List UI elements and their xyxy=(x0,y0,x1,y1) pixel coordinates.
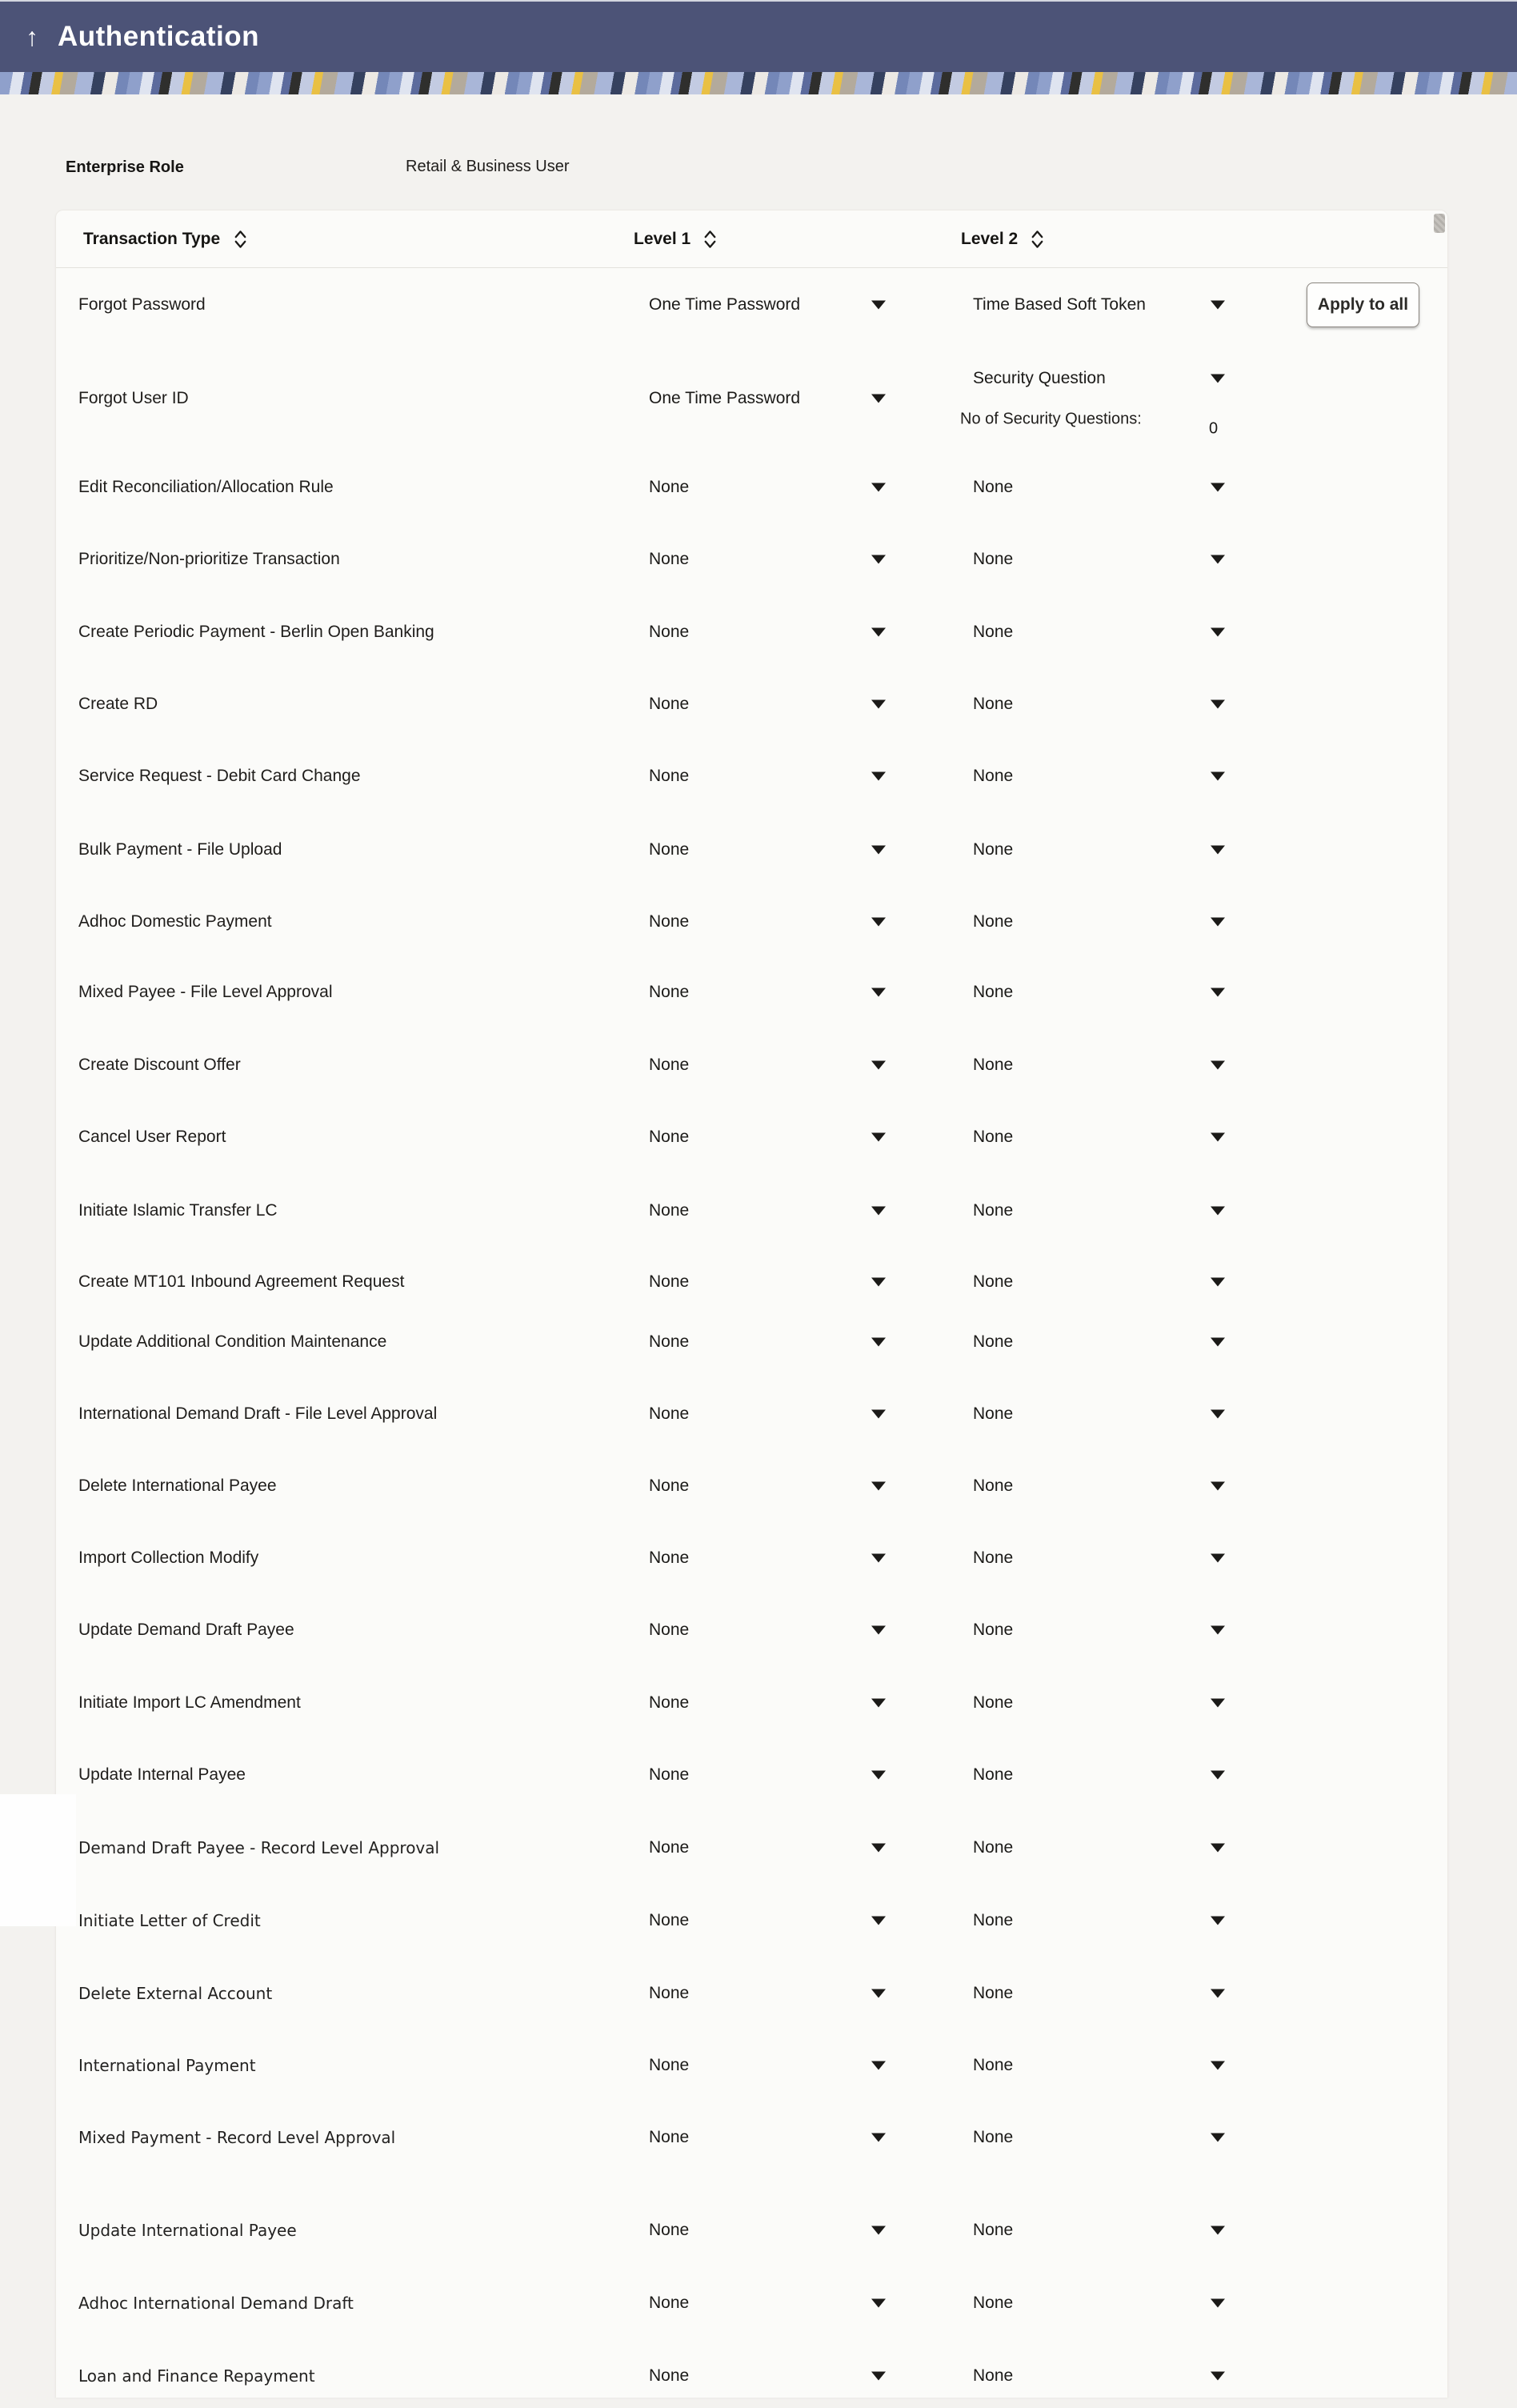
transaction-type-label: Bulk Payment - File Upload xyxy=(78,840,282,859)
level2-dropdown-arrow-icon[interactable] xyxy=(1211,2299,1225,2308)
level2-dropdown-value[interactable]: None xyxy=(973,1549,1014,1567)
transaction-type-label: Update Additional Condition Maintenance xyxy=(78,1332,387,1351)
table-row xyxy=(56,600,1447,664)
level1-dropdown-arrow-icon[interactable] xyxy=(871,1278,886,1287)
level1-dropdown-value[interactable]: None xyxy=(649,1984,690,2002)
level2-dropdown-arrow-icon[interactable] xyxy=(1211,2226,1225,2235)
level1-dropdown-value[interactable]: None xyxy=(649,1128,690,1146)
column-header-transaction-type: Transaction Type xyxy=(83,230,221,248)
level2-dropdown-arrow-icon[interactable] xyxy=(1211,375,1225,383)
level2-dropdown-arrow-icon[interactable] xyxy=(1211,301,1225,310)
level1-dropdown-value[interactable]: One Time Password xyxy=(649,389,801,407)
transaction-type-label: Loan and Finance Repayment xyxy=(78,2366,315,2386)
page-title: Authentication xyxy=(58,21,259,52)
transaction-type-label: Prioritize/Non-prioritize Transaction xyxy=(78,550,340,568)
level1-dropdown-arrow-icon[interactable] xyxy=(871,1771,886,1780)
column-header-level-1: Level 1 xyxy=(634,230,691,248)
level2-dropdown-value[interactable]: None xyxy=(973,767,1014,785)
level2-dropdown-value[interactable]: None xyxy=(973,2128,1014,2146)
level1-dropdown-value[interactable]: None xyxy=(649,2366,690,2385)
level2-dropdown-arrow-icon[interactable] xyxy=(1211,1626,1225,1635)
level1-dropdown-arrow-icon[interactable] xyxy=(871,1133,886,1142)
level2-dropdown-value[interactable]: None xyxy=(973,2056,1014,2074)
transaction-type-label: Create RD xyxy=(78,695,158,713)
level1-dropdown-value[interactable]: None xyxy=(649,983,690,1001)
level1-dropdown-value[interactable]: None xyxy=(649,1911,690,1929)
level2-dropdown-value[interactable]: None xyxy=(973,840,1014,859)
level2-dropdown-arrow-icon[interactable] xyxy=(1211,2134,1225,2142)
transaction-type-label: International Demand Draft - File Level Approval xyxy=(78,1404,438,1423)
table-row xyxy=(56,960,1447,1024)
level2-dropdown-arrow-icon[interactable] xyxy=(1211,700,1225,709)
level1-dropdown-value[interactable]: None xyxy=(649,1693,690,1712)
level1-dropdown-value[interactable]: None xyxy=(649,2128,690,2146)
level1-dropdown-arrow-icon[interactable] xyxy=(871,2299,886,2308)
table-row xyxy=(56,455,1447,519)
table-row xyxy=(56,1598,1447,1662)
level1-dropdown-arrow-icon[interactable] xyxy=(871,846,886,855)
level2-dropdown-value[interactable]: None xyxy=(973,1272,1014,1291)
level2-dropdown-arrow-icon[interactable] xyxy=(1211,1338,1225,1347)
level2-dropdown-value[interactable]: None xyxy=(973,1128,1014,1146)
level1-dropdown-arrow-icon[interactable] xyxy=(871,2372,886,2381)
level2-dropdown-value[interactable]: None xyxy=(973,1765,1014,1784)
level1-dropdown-value[interactable]: None xyxy=(649,1838,690,1857)
level2-dropdown-value[interactable]: Time Based Soft Token xyxy=(973,295,1146,314)
level1-dropdown-value[interactable]: None xyxy=(649,767,690,785)
table-row xyxy=(56,2033,1447,2097)
level1-dropdown-arrow-icon[interactable] xyxy=(871,918,886,927)
level2-dropdown-value[interactable]: None xyxy=(973,1621,1014,1639)
transaction-type-label: Edit Reconciliation/Allocation Rule xyxy=(78,478,334,496)
scroll-to-top-icon[interactable]: ↑ xyxy=(26,22,38,51)
level2-dropdown-value[interactable]: None xyxy=(973,1911,1014,1929)
transaction-type-label: Demand Draft Payee - Record Level Approval xyxy=(78,1838,440,1857)
security-questions-value[interactable]: 0 xyxy=(1209,419,1219,438)
level1-dropdown-value[interactable]: None xyxy=(649,912,690,931)
transaction-type-label: International Payment xyxy=(78,2056,256,2075)
table-row xyxy=(56,273,1447,337)
table-row xyxy=(56,1033,1447,1097)
level2-dropdown-value[interactable]: None xyxy=(973,1693,1014,1712)
level2-dropdown-arrow-icon[interactable] xyxy=(1211,918,1225,927)
level1-dropdown-value[interactable]: None xyxy=(649,478,690,496)
level1-dropdown-arrow-icon[interactable] xyxy=(871,1699,886,1708)
level2-dropdown-arrow-icon[interactable] xyxy=(1211,1482,1225,1491)
level2-dropdown-value[interactable]: None xyxy=(973,550,1014,568)
level1-dropdown-value[interactable]: None xyxy=(649,1404,690,1423)
level2-dropdown-value[interactable]: None xyxy=(973,2366,1014,2385)
level1-dropdown-value[interactable]: None xyxy=(649,1056,690,1074)
level1-dropdown-value[interactable]: None xyxy=(649,1765,690,1784)
level2-dropdown-arrow-icon[interactable] xyxy=(1211,772,1225,781)
level2-dropdown-value[interactable]: None xyxy=(973,2294,1014,2312)
column-header-level-2: Level 2 xyxy=(961,230,1019,248)
level1-dropdown-arrow-icon[interactable] xyxy=(871,1554,886,1563)
level2-dropdown-value[interactable]: None xyxy=(973,1404,1014,1423)
level1-dropdown-arrow-icon[interactable] xyxy=(871,1626,886,1635)
level1-dropdown-arrow-icon[interactable] xyxy=(871,1844,886,1853)
table-row xyxy=(56,1961,1447,2025)
transaction-type-label: Cancel User Report xyxy=(78,1128,226,1146)
level1-dropdown-arrow-icon[interactable] xyxy=(871,395,886,403)
level1-dropdown-arrow-icon[interactable] xyxy=(871,1207,886,1216)
transaction-type-label: Import Collection Modify xyxy=(78,1549,259,1567)
enterprise-role-value: Retail & Business User xyxy=(406,158,570,175)
table-row xyxy=(56,527,1447,591)
apply-to-all-button[interactable]: Apply to all xyxy=(1307,282,1419,327)
level2-dropdown-value[interactable]: None xyxy=(973,1984,1014,2002)
level1-dropdown-value[interactable]: None xyxy=(649,1476,690,1495)
level2-dropdown-value[interactable]: None xyxy=(973,695,1014,713)
transaction-type-label: Initiate Import LC Amendment xyxy=(78,1693,301,1712)
security-questions-label: No of Security Questions: xyxy=(960,410,1142,428)
table-row xyxy=(56,1526,1447,1590)
level2-dropdown-arrow-icon[interactable] xyxy=(1211,2372,1225,2381)
table-row xyxy=(56,2344,1447,2408)
level1-dropdown-arrow-icon[interactable] xyxy=(871,628,886,637)
transaction-type-label: Initiate Letter of Credit xyxy=(78,1911,261,1930)
level2-dropdown-arrow-icon[interactable] xyxy=(1211,1061,1225,1070)
level1-dropdown-value[interactable]: None xyxy=(649,1621,690,1639)
transaction-type-label: Delete International Payee xyxy=(78,1476,277,1495)
level1-dropdown-arrow-icon[interactable] xyxy=(871,772,886,781)
transaction-type-label: Update Demand Draft Payee xyxy=(78,1621,294,1639)
table-row xyxy=(56,818,1447,882)
level2-dropdown-arrow-icon[interactable] xyxy=(1211,2061,1225,2070)
level2-dropdown-value[interactable]: None xyxy=(973,912,1014,931)
transaction-type-label: Delete External Account xyxy=(78,1984,273,2003)
transaction-type-label: Update Internal Payee xyxy=(78,1765,246,1784)
level2-dropdown-arrow-icon[interactable] xyxy=(1211,1133,1225,1142)
transaction-type-label: Forgot Password xyxy=(78,295,206,314)
level2-dropdown-arrow-icon[interactable] xyxy=(1211,846,1225,855)
table-row xyxy=(56,1310,1447,1374)
sort-updown-icon[interactable] xyxy=(701,228,719,250)
level1-dropdown-value[interactable]: None xyxy=(649,2221,690,2239)
level2-dropdown-arrow-icon[interactable] xyxy=(1211,1771,1225,1780)
sort-updown-icon[interactable] xyxy=(231,228,250,250)
level1-dropdown-value[interactable]: None xyxy=(649,1201,690,1220)
level1-dropdown-arrow-icon[interactable] xyxy=(871,2226,886,2235)
level1-dropdown-value[interactable]: None xyxy=(649,623,690,641)
level1-dropdown-arrow-icon[interactable] xyxy=(871,483,886,492)
decorative-banner-pattern xyxy=(0,72,1517,94)
level2-dropdown-arrow-icon[interactable] xyxy=(1211,1207,1225,1216)
transaction-type-label: Update International Payee xyxy=(78,2221,297,2240)
transaction-type-label: Mixed Payee - File Level Approval xyxy=(78,983,333,1001)
level1-dropdown-value[interactable]: None xyxy=(649,840,690,859)
level1-dropdown-value[interactable]: None xyxy=(649,1272,690,1291)
level1-dropdown-value[interactable]: None xyxy=(649,550,690,568)
level2-dropdown-value[interactable]: None xyxy=(973,1838,1014,1857)
table-row xyxy=(56,1671,1447,1735)
level2-dropdown-value[interactable]: None xyxy=(973,478,1014,496)
authentication-table xyxy=(55,210,1448,2398)
table-row xyxy=(56,351,1447,447)
level1-dropdown-value[interactable]: One Time Password xyxy=(649,295,801,314)
level1-dropdown-arrow-icon[interactable] xyxy=(871,2134,886,2142)
level2-dropdown-arrow-icon[interactable] xyxy=(1211,1989,1225,1998)
table-row xyxy=(56,672,1447,736)
level1-dropdown-arrow-icon[interactable] xyxy=(871,1917,886,1925)
transaction-type-label: Mixed Payment - Record Level Approval xyxy=(78,2128,396,2147)
transaction-type-label: Create MT101 Inbound Agreement Request xyxy=(78,1272,405,1291)
table-row xyxy=(56,744,1447,808)
level2-dropdown-value[interactable]: None xyxy=(973,2221,1014,2239)
top-app-bar xyxy=(0,0,1517,72)
level1-dropdown-value[interactable]: None xyxy=(649,2056,690,2074)
level2-dropdown-arrow-icon[interactable] xyxy=(1211,628,1225,637)
sort-updown-icon[interactable] xyxy=(1028,228,1047,250)
level1-dropdown-arrow-icon[interactable] xyxy=(871,555,886,564)
level2-dropdown-value[interactable]: None xyxy=(973,1201,1014,1220)
level1-dropdown-value[interactable]: None xyxy=(649,1549,690,1567)
level1-dropdown-arrow-icon[interactable] xyxy=(871,2061,886,2070)
table-row xyxy=(56,1250,1447,1314)
level1-dropdown-arrow-icon[interactable] xyxy=(871,1338,886,1347)
table-row xyxy=(56,1454,1447,1518)
level2-dropdown-value[interactable]: None xyxy=(973,983,1014,1001)
transaction-type-label: Forgot User ID xyxy=(78,389,189,407)
transaction-type-label: Adhoc Domestic Payment xyxy=(78,912,272,931)
level1-dropdown-arrow-icon[interactable] xyxy=(871,1061,886,1070)
table-header-divider xyxy=(56,267,1447,268)
table-row xyxy=(56,2105,1447,2170)
table-row xyxy=(56,1382,1447,1446)
level1-dropdown-arrow-icon[interactable] xyxy=(871,1410,886,1419)
level1-dropdown-arrow-icon[interactable] xyxy=(871,988,886,997)
level2-dropdown-arrow-icon[interactable] xyxy=(1211,1554,1225,1563)
left-edge-highlight xyxy=(0,1794,76,1926)
level2-dropdown-value[interactable]: None xyxy=(973,1476,1014,1495)
level1-dropdown-value[interactable]: None xyxy=(649,2294,690,2312)
level2-dropdown-value[interactable]: None xyxy=(973,623,1014,641)
transaction-type-label: Service Request - Debit Card Change xyxy=(78,767,361,785)
table-row xyxy=(56,2198,1447,2262)
level2-dropdown-arrow-icon[interactable] xyxy=(1211,1917,1225,1925)
transaction-type-label: Create Discount Offer xyxy=(78,1056,241,1074)
level2-dropdown-arrow-icon[interactable] xyxy=(1211,1410,1225,1419)
level2-dropdown-arrow-icon[interactable] xyxy=(1211,1699,1225,1708)
table-row xyxy=(56,1105,1447,1169)
level1-dropdown-arrow-icon[interactable] xyxy=(871,301,886,310)
level2-dropdown-value[interactable]: Security Question xyxy=(973,369,1106,387)
table-row xyxy=(56,1816,1447,1880)
level1-dropdown-value[interactable]: None xyxy=(649,1332,690,1351)
level1-dropdown-arrow-icon[interactable] xyxy=(871,1482,886,1491)
transaction-type-label: Adhoc International Demand Draft xyxy=(78,2294,354,2313)
table-row xyxy=(56,2271,1447,2335)
transaction-type-label: Create Periodic Payment - Berlin Open Banking xyxy=(78,623,434,641)
level2-dropdown-arrow-icon[interactable] xyxy=(1211,1844,1225,1853)
level1-dropdown-arrow-icon[interactable] xyxy=(871,700,886,709)
table-row xyxy=(56,1889,1447,1953)
transaction-type-label: Initiate Islamic Transfer LC xyxy=(78,1201,278,1220)
table-row xyxy=(56,890,1447,954)
level2-dropdown-value[interactable]: None xyxy=(973,1332,1014,1351)
level2-dropdown-arrow-icon[interactable] xyxy=(1211,988,1225,997)
table-row xyxy=(56,1179,1447,1243)
level2-dropdown-value[interactable]: None xyxy=(973,1056,1014,1074)
table-row xyxy=(56,1743,1447,1807)
level1-dropdown-arrow-icon[interactable] xyxy=(871,1989,886,1998)
level1-dropdown-value[interactable]: None xyxy=(649,695,690,713)
scrollbar-thumb[interactable] xyxy=(1434,214,1445,233)
enterprise-role-label: Enterprise Role xyxy=(66,158,184,176)
level2-dropdown-arrow-icon[interactable] xyxy=(1211,1278,1225,1287)
level2-dropdown-arrow-icon[interactable] xyxy=(1211,483,1225,492)
level2-dropdown-arrow-icon[interactable] xyxy=(1211,555,1225,564)
